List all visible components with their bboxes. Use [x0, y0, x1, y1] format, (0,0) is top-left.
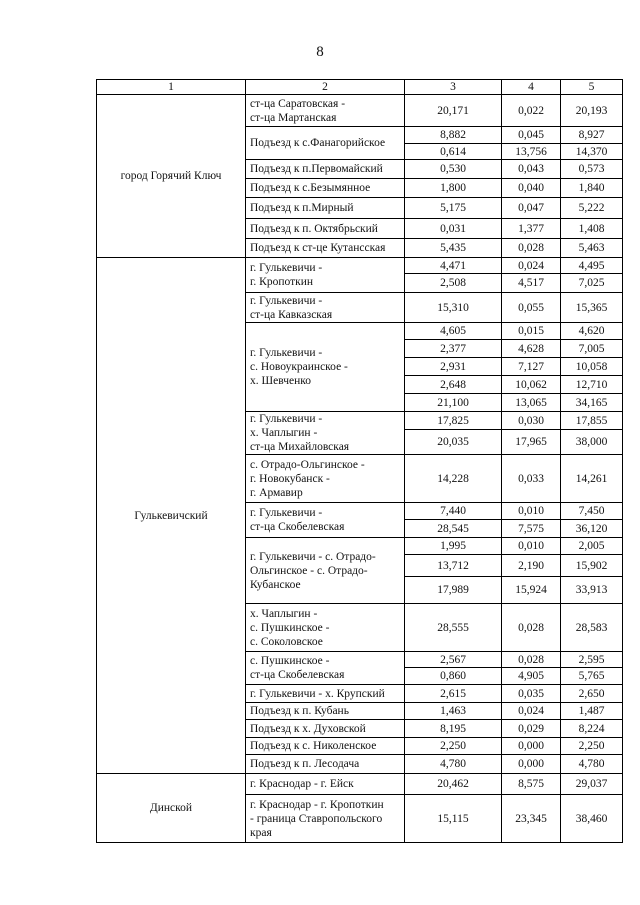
length-total-cell: 38,460: [561, 795, 623, 843]
length-col3-cell: 5,435: [405, 239, 502, 258]
length-total-cell: 5,463: [561, 239, 623, 258]
table-row: [97, 774, 623, 795]
length-col4-cell: 17,965: [502, 430, 561, 455]
length-col3-cell: 7,440: [405, 503, 502, 520]
header-col-5: 5: [561, 80, 623, 95]
length-col4-cell: 10,062: [502, 376, 561, 394]
length-col4-cell: 4,905: [502, 668, 561, 685]
length-col3-cell: 2,567: [405, 652, 502, 668]
length-col4-cell: 2,190: [502, 555, 561, 577]
length-total-cell: 7,450: [561, 503, 623, 520]
length-col4-cell: 0,043: [502, 160, 561, 179]
length-col3-cell: 2,931: [405, 358, 502, 376]
length-col3-cell: 0,031: [405, 219, 502, 239]
length-col3-cell: 28,555: [405, 604, 502, 652]
page-number: 8: [316, 44, 324, 60]
length-total-cell: 4,620: [561, 323, 623, 340]
route-name-cell: г. Гулькевичи - г. Кропоткин: [246, 258, 405, 293]
length-col3-cell: 0,530: [405, 160, 502, 179]
length-total-cell: 7,025: [561, 274, 623, 293]
length-col3-cell: 28,545: [405, 520, 502, 538]
route-name-cell: г. Гулькевичи - ст-ца Скобелевская: [246, 503, 405, 538]
route-name-cell: г. Гулькевичи - ст-ца Кавказская: [246, 293, 405, 323]
length-col4-cell: 13,065: [502, 394, 561, 412]
length-col3-cell: 0,614: [405, 144, 502, 160]
route-name-cell: с. Отрадо-Ольгинское - г. Новокубанск - г. Армавир: [246, 455, 405, 503]
length-col3-cell: 17,989: [405, 577, 502, 604]
length-col3-cell: 20,035: [405, 430, 502, 455]
length-total-cell: 17,855: [561, 412, 623, 430]
length-total-cell: 34,165: [561, 394, 623, 412]
length-col3-cell: 15,115: [405, 795, 502, 843]
length-total-cell: 12,710: [561, 376, 623, 394]
length-col3-cell: 4,471: [405, 258, 502, 274]
length-col3-cell: 2,648: [405, 376, 502, 394]
table-row: [97, 95, 623, 127]
route-name-cell: г. Краснодар - г. Ейск: [246, 774, 405, 795]
length-total-cell: 1,487: [561, 703, 623, 720]
length-col4-cell: 0,047: [502, 198, 561, 219]
route-name-cell: г. Гулькевичи - с. Отрадо- Ольгинское - с. Отрадо- Кубанское: [246, 538, 405, 604]
length-col4-cell: 1,377: [502, 219, 561, 239]
length-col4-cell: 0,033: [502, 455, 561, 503]
length-col3-cell: 20,462: [405, 774, 502, 795]
length-col3-cell: 1,463: [405, 703, 502, 720]
route-name-cell: Подъезд к с.Безымянное: [246, 179, 405, 198]
length-total-cell: 2,005: [561, 538, 623, 555]
length-total-cell: 2,595: [561, 652, 623, 668]
length-col3-cell: 5,175: [405, 198, 502, 219]
route-name-cell: с. Пушкинское - ст-ца Скобелевская: [246, 652, 405, 685]
length-col3-cell: 2,508: [405, 274, 502, 293]
header-col-2: 2: [246, 80, 405, 95]
route-name-cell: Подъезд к с. Николенское: [246, 738, 405, 755]
route-name-cell: г. Гулькевичи - х. Чаплыгин - ст-ца Михайловская: [246, 412, 405, 455]
length-total-cell: 38,000: [561, 430, 623, 455]
length-col4-cell: 0,055: [502, 293, 561, 323]
route-name-cell: Подъезд к п. Кубань: [246, 703, 405, 720]
length-col4-cell: 0,028: [502, 652, 561, 668]
length-col4-cell: 15,924: [502, 577, 561, 604]
length-col4-cell: 0,028: [502, 239, 561, 258]
length-col4-cell: 0,015: [502, 323, 561, 340]
length-col3-cell: 1,800: [405, 179, 502, 198]
length-total-cell: 8,927: [561, 127, 623, 144]
length-col3-cell: 1,995: [405, 538, 502, 555]
length-col4-cell: 7,575: [502, 520, 561, 538]
length-total-cell: 33,913: [561, 577, 623, 604]
length-col4-cell: 0,040: [502, 179, 561, 198]
route-name-cell: Подъезд к п. Лесодача: [246, 755, 405, 774]
length-col3-cell: 13,712: [405, 555, 502, 577]
length-col4-cell: 0,029: [502, 720, 561, 738]
length-col4-cell: 4,517: [502, 274, 561, 293]
length-col4-cell: 0,010: [502, 503, 561, 520]
length-col4-cell: 0,024: [502, 258, 561, 274]
length-total-cell: 2,250: [561, 738, 623, 755]
length-total-cell: 2,650: [561, 685, 623, 703]
length-col4-cell: 4,628: [502, 340, 561, 358]
length-col4-cell: 0,010: [502, 538, 561, 555]
length-col3-cell: 4,780: [405, 755, 502, 774]
length-col4-cell: 0,022: [502, 95, 561, 127]
length-total-cell: 20,193: [561, 95, 623, 127]
length-col4-cell: 0,028: [502, 604, 561, 652]
length-total-cell: 29,037: [561, 774, 623, 795]
district-cell-goryachiy-klyuch: город Горячий Ключ: [97, 95, 246, 258]
length-col4-cell: 0,024: [502, 703, 561, 720]
length-col4-cell: 13,756: [502, 144, 561, 160]
length-col3-cell: 2,250: [405, 738, 502, 755]
length-col4-cell: 8,575: [502, 774, 561, 795]
length-col3-cell: 0,860: [405, 668, 502, 685]
length-col3-cell: 17,825: [405, 412, 502, 430]
length-col3-cell: 15,310: [405, 293, 502, 323]
route-name-cell: Подъезд к п.Мирный: [246, 198, 405, 219]
length-total-cell: 8,224: [561, 720, 623, 738]
length-col3-cell: 2,377: [405, 340, 502, 358]
header-col-1: 1: [97, 80, 246, 95]
route-name-cell: ст-ца Саратовская - ст-ца Мартанская: [246, 95, 405, 127]
length-col4-cell: 0,000: [502, 738, 561, 755]
length-total-cell: 5,765: [561, 668, 623, 685]
length-total-cell: 28,583: [561, 604, 623, 652]
length-total-cell: 4,495: [561, 258, 623, 274]
table-row: [97, 258, 623, 274]
length-total-cell: 14,261: [561, 455, 623, 503]
length-col4-cell: 0,000: [502, 755, 561, 774]
length-col3-cell: 14,228: [405, 455, 502, 503]
route-name-cell: Подъезд к ст-це Кутансская: [246, 239, 405, 258]
length-total-cell: 1,408: [561, 219, 623, 239]
route-name-cell: г. Краснодар - г. Кропоткин - граница Ставропольского края: [246, 795, 405, 843]
route-name-cell: Подъезд к п. Октябрьский: [246, 219, 405, 239]
route-name-cell: Подъезд к с.Фанагорийское: [246, 127, 405, 160]
district-cell-gulkevichskiy: Гулькевичский: [97, 258, 246, 774]
route-name-cell: Подъезд к п.Первомайский: [246, 160, 405, 179]
length-total-cell: 4,780: [561, 755, 623, 774]
length-col3-cell: 2,615: [405, 685, 502, 703]
header-col-3: 3: [405, 80, 502, 95]
route-name-cell: г. Гулькевичи - с. Новоукраинское - х. Шевченко: [246, 323, 405, 412]
route-name-cell: Подъезд к х. Духовской: [246, 720, 405, 738]
length-col4-cell: 7,127: [502, 358, 561, 376]
length-total-cell: 14,370: [561, 144, 623, 160]
length-total-cell: 1,840: [561, 179, 623, 198]
route-name-cell: г. Гулькевичи - х. Крупский: [246, 685, 405, 703]
length-total-cell: 15,902: [561, 555, 623, 577]
district-cell-dinskoy: Динской: [97, 774, 246, 843]
header-col-4: 4: [502, 80, 561, 95]
length-total-cell: 7,005: [561, 340, 623, 358]
length-col3-cell: 20,171: [405, 95, 502, 127]
length-col3-cell: 4,605: [405, 323, 502, 340]
length-col4-cell: 23,345: [502, 795, 561, 843]
length-total-cell: 36,120: [561, 520, 623, 538]
length-col4-cell: 0,035: [502, 685, 561, 703]
header-row: [97, 80, 623, 95]
length-col3-cell: 8,195: [405, 720, 502, 738]
length-total-cell: 15,365: [561, 293, 623, 323]
length-col4-cell: 0,045: [502, 127, 561, 144]
route-name-cell: х. Чаплыгин - с. Пушкинское - с. Соколовское: [246, 604, 405, 652]
length-col3-cell: 21,100: [405, 394, 502, 412]
length-total-cell: 5,222: [561, 198, 623, 219]
length-total-cell: 10,058: [561, 358, 623, 376]
roads-table: [96, 79, 623, 843]
length-col4-cell: 0,030: [502, 412, 561, 430]
length-col3-cell: 8,882: [405, 127, 502, 144]
length-total-cell: 0,573: [561, 160, 623, 179]
